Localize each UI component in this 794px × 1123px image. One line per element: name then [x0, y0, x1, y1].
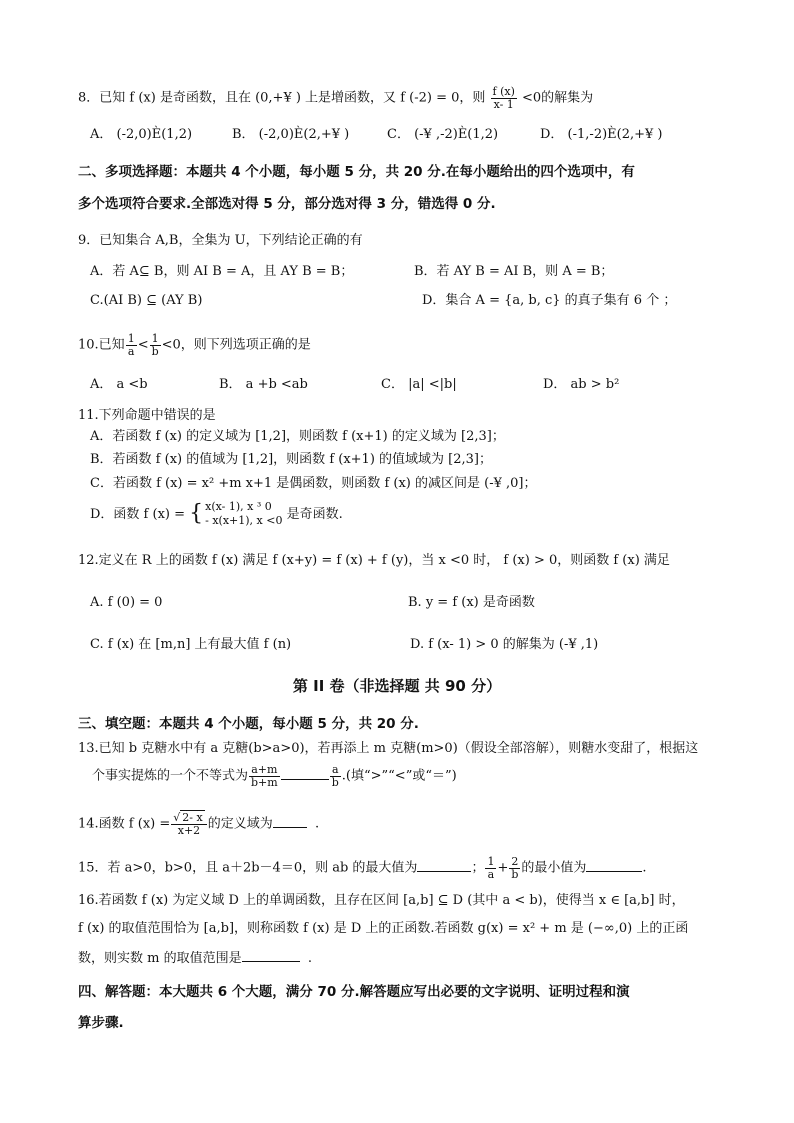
question-9-stem: 9．已知集合 A,B，全集为 U，下列结论正确的有 — [78, 233, 363, 248]
part-2-title: 第 II 卷（非选择题 共 90 分） — [292, 677, 502, 695]
q11-option-c: C．若函数 f (x) = x² +m x+1 是偶函数，则函数 f (x) 的减区间是 (-¥ ,0]； — [90, 476, 537, 491]
question-16-line-2: f (x) 的取值范围恰为 [a,b]，则称函数 f (x) 是 D 上的正函数.若函数 g(x) = x² + m 是 (−∞,0) 上的正函 — [78, 921, 689, 936]
question-14: 14.函数 f (x) = $\frac{√ 2- x}{x+2}$ 的定义域为 . — [78, 811, 320, 837]
q9-option-b: B．若 AY B = AI B，则 A = B； — [414, 264, 614, 279]
q8-option-b: B． (-2,0)È(2,+¥ ) — [232, 127, 350, 142]
piecewise-brace: { — [189, 501, 204, 527]
q8-fraction: $\frac{f (x)}{x- 1}$ — [492, 85, 515, 111]
q14-answer-blank[interactable] — [273, 827, 307, 828]
q8-option-c: C． (-¥ ,-2)È(1,2) — [387, 127, 499, 142]
q9-option-c: C.(AI B) ⊆ (AY B) — [90, 293, 203, 308]
q11-option-d: D．函数 f (x) = { x(x- 1), x ³ 0 - x(x+1), x <0 是奇函数. — [90, 500, 343, 528]
section-3-heading: 三、填空题：本题共 4 个小题，每小题 5 分，共 20 分. — [78, 716, 419, 732]
q13-answer-blank[interactable] — [281, 779, 329, 780]
q10-option-c: C． |a| <|b| — [381, 377, 457, 392]
question-13-line-2: 个事实提炼的一个不等式为 $\frac{a+m}{b+m}$ $\frac{a}{b}$ .(填“>”“<”或“＝”) — [92, 763, 457, 789]
question-10-stem: 10.已知 $\frac{1}{a}$ < $\frac{1}{b}$ <0，则下列选项正确的是 — [78, 332, 311, 358]
question-11-stem: 11.下列命题中错误的是 — [78, 408, 216, 423]
question-8-stem: 8．已知 f (x) 是奇函数，且在 (0,+¥ ) 上是增函数，又 f (-2) = 0，则 $\frac{f (x)}{x- 1}$ <0的解集为 — [78, 85, 594, 111]
q12-option-a: A. f (0) = 0 — [90, 595, 163, 610]
q10-option-b: B． a +b <ab — [219, 377, 308, 392]
q16-answer-blank[interactable] — [242, 961, 300, 962]
q12-option-d: D. f (x- 1) > 0 的解集为 (-¥ ,1) — [410, 637, 599, 652]
section-2-heading: 二、多项选择题：本题共 4 个小题，每小题 5 分，共 20 分.在每小题给出的四个选项中，有 — [78, 164, 635, 180]
section-4-heading: 四、解答题：本大题共 6 个大题，满分 70 分.解答题应写出必要的文字说明、证明过程和演 — [78, 984, 630, 1000]
q15-answer-blank-2[interactable] — [586, 871, 642, 872]
q9-option-d: D．集合 A = {a, b, c} 的真子集有 6 个 ； — [422, 293, 677, 308]
q8-option-a: A． (-2,0)È(1,2) — [90, 127, 193, 142]
question-16-line-1: 16.若函数 f (x) 为定义域 D 上的单调函数，且存在区间 [a,b] ⊆ D (其中 a < b)，使得当 x ∈ [a,b] 时， — [78, 893, 685, 908]
q10-option-a: A． a <b — [90, 377, 148, 392]
section-4-heading-cont: 算步骤. — [78, 1015, 124, 1031]
q11-option-a: A．若函数 f (x) 的定义域为 [1,2]，则函数 f (x+1) 的定义域为 [2,3]； — [90, 429, 505, 444]
q10-option-d: D． ab > b² — [543, 377, 620, 392]
section-2-instructions: 多个选项符合要求.全部选对得 5 分，部分选对得 3 分，错选得 0 分. — [78, 196, 496, 212]
question-12-stem: 12.定义在 R 上的函数 f (x) 满足 f (x+y) = f (x) + f (y)，当 x <0 时， f (x) > 0，则函数 f (x) 满足 — [78, 553, 670, 568]
q12-option-b: B. y = f (x) 是奇函数 — [408, 595, 535, 610]
question-13-line-1: 13.已知 b 克糖水中有 a 克糖(b>a>0)，若再添上 m 克糖(m>0)（假设全部溶解），则糖水变甜了，根据这 — [78, 741, 699, 756]
q11-option-b: B．若函数 f (x) 的值域为 [1,2]，则函数 f (x+1) 的值域域为 [2,3]； — [90, 452, 492, 467]
q15-answer-blank-1[interactable] — [417, 871, 471, 872]
q9-option-a: A．若 A⊆ B，则 AI B = A，且 AY B = B； — [90, 264, 354, 279]
q8-option-d: D． (-1,-2)È(2,+¥ ) — [540, 127, 663, 142]
question-16-line-3: 数，则实数 m 的取值范围是 . — [78, 951, 312, 966]
q12-option-c: C. f (x) 在 [m,n] 上有最大值 f (n) — [90, 637, 292, 652]
question-15: 15．若 a>0，b>0，且 a＋2b－4＝0，则 ab 的最大值为 ； $\frac{1}{a}$ + $\frac{2}{b}$ 的最小值为 . — [78, 855, 647, 881]
